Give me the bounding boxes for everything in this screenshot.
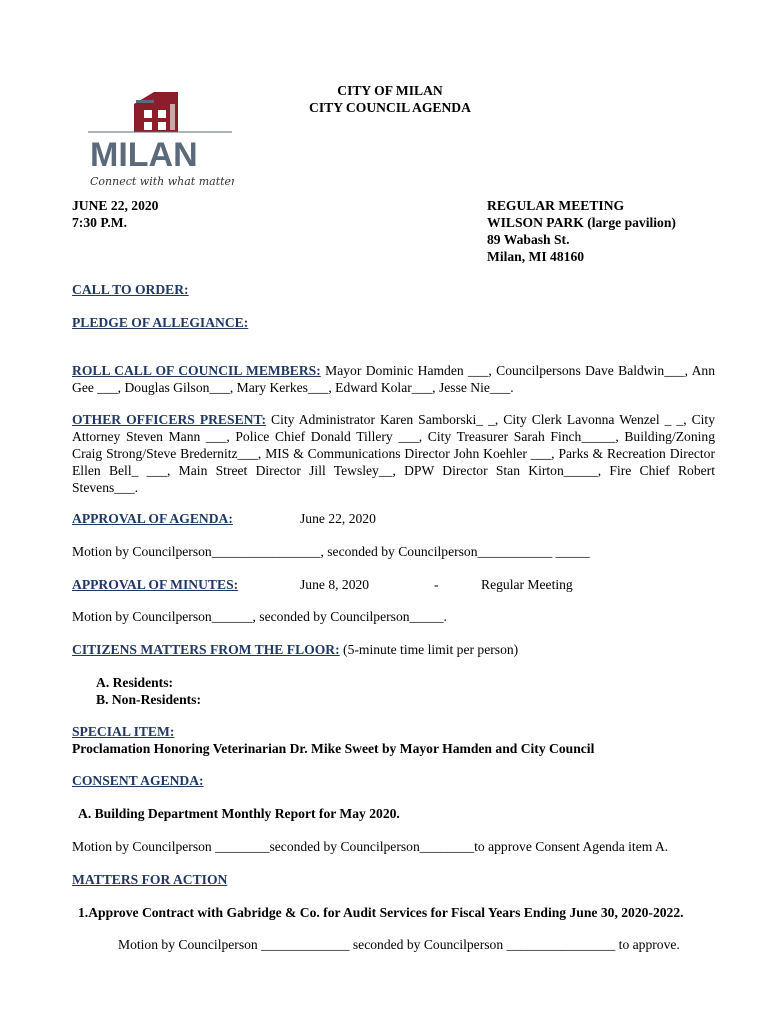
approval-agenda-heading: APPROVAL OF AGENDA: xyxy=(72,511,233,526)
approval-agenda-motion: Motion by Councilperson________________, seconded by Councilperson___________ _____ xyxy=(72,544,590,559)
officers-line-5: Stevens___. xyxy=(72,480,139,495)
agenda-title: CITY COUNCIL AGENDA xyxy=(309,100,471,115)
svg-text:MILAN: MILAN xyxy=(90,136,198,174)
officers-line-1: OTHER OFFICERS PRESENT: City Administrator Karen Samborski_ _, City Clerk Lavonna Wenzel _ _, City xyxy=(72,412,716,427)
officers-heading: OTHER OFFICERS PRESENT: xyxy=(72,412,267,427)
approval-minutes-date: June 8, 2020 xyxy=(300,577,370,592)
citizens-item-non-residents: B. Non-Residents: xyxy=(96,692,201,707)
milan-logo xyxy=(86,90,234,190)
approval-minutes-heading: APPROVAL OF MINUTES: xyxy=(72,577,239,592)
approval-minutes-dash: - xyxy=(434,577,439,592)
citizens-item-residents: A. Residents: xyxy=(96,675,174,690)
consent-motion: Motion by Councilperson ________seconded by Councilperson________to approve Consent Agenda item A. xyxy=(72,839,669,854)
special-item-text: Proclamation Honoring Veterinarian Dr. Mike Sweet by Mayor Hamden and City Council xyxy=(72,741,595,756)
meeting-city: Milan, MI 48160 xyxy=(487,249,585,264)
officers-line-2: Attorney Steven Mann ___, Police Chief Donald Tillery ___, City Treasurer Sarah Finch_____, Building/Zoning xyxy=(72,429,715,444)
matters-motion-1: Motion by Councilperson _____________ seconded by Councilperson ________________ to approve. xyxy=(118,937,680,952)
milan-building-icon xyxy=(86,90,234,190)
meeting-date: JUNE 22, 2020 xyxy=(72,198,159,213)
matters-item-1: 1.Approve Contract with Gabridge & Co. for Audit Services for Fiscal Years Ending June 30, 2020-2022. xyxy=(78,905,684,920)
meeting-type: REGULAR MEETING xyxy=(487,198,625,213)
officers-line-3: Craig Strong/Steve Bredernitz___, MIS & Communications Director John Koehler ___, Parks & Recreation Director xyxy=(72,446,715,461)
matters-heading: MATTERS FOR ACTION xyxy=(72,872,228,887)
citizens-heading: CITIZENS MATTERS FROM THE FLOOR: xyxy=(72,642,340,657)
meeting-street: 89 Wabash St. xyxy=(487,232,570,247)
approval-agenda-date: June 22, 2020 xyxy=(300,511,376,526)
svg-text:Connect with what matters: Connect with what matters xyxy=(90,175,234,188)
citizens-note: (5-minute time limit per person) xyxy=(339,642,519,657)
consent-item-a: A. Building Department Monthly Report for May 2020. xyxy=(78,806,400,821)
consent-heading: CONSENT AGENDA: xyxy=(72,773,204,788)
roll-call-line-1: ROLL CALL OF COUNCIL MEMBERS: Mayor Dominic Hamden ___, Councilpersons Dave Baldwin___, Ann xyxy=(72,363,715,378)
city-heading: CITY OF MILAN xyxy=(337,83,443,98)
meeting-time: 7:30 P.M. xyxy=(72,215,127,230)
approval-minutes-type: Regular Meeting xyxy=(481,577,573,592)
officers-line-4: Ellen Bell_ ___, Main Street Director Jill Tewsley__, DPW Director Stan Kirton_____, Fire Chief Robert xyxy=(72,463,715,478)
call-to-order-heading: CALL TO ORDER: xyxy=(72,282,189,297)
roll-call-heading: ROLL CALL OF COUNCIL MEMBERS: xyxy=(72,363,321,378)
pledge-heading: PLEDGE OF ALLEGIANCE: xyxy=(72,315,249,330)
special-item-heading: SPECIAL ITEM: xyxy=(72,724,175,739)
roll-call-line-2: Gee ___, Douglas Gilson___, Mary Kerkes___, Edward Kolar___, Jesse Nie___. xyxy=(72,380,514,395)
meeting-venue: WILSON PARK (large pavilion) xyxy=(487,215,676,230)
citizens-line xyxy=(72,642,518,658)
approval-minutes-motion: Motion by Councilperson______, seconded by Councilperson_____. xyxy=(72,609,447,624)
